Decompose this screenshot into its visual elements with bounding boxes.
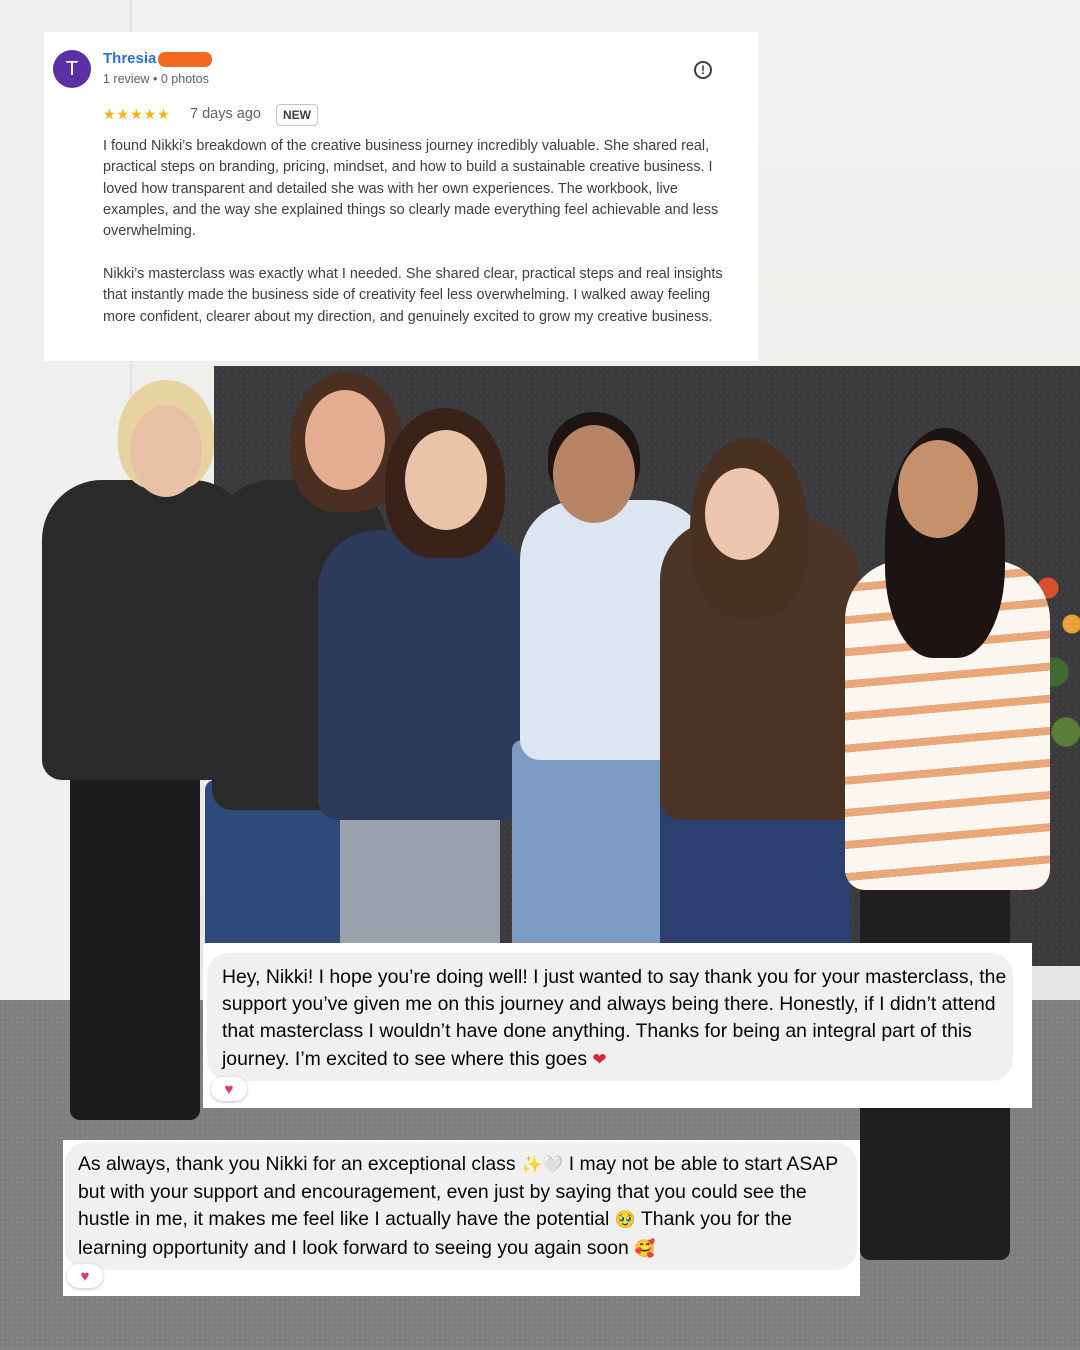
new-badge: NEW xyxy=(276,104,318,126)
message-body-part-3: Thank you for the learning opportunity and I look forward to seeing you again soon xyxy=(78,1208,792,1259)
person-4-face xyxy=(553,425,635,523)
redacted-surname xyxy=(158,52,212,67)
person-1-legs xyxy=(70,720,200,1120)
message-text xyxy=(78,1151,848,1263)
star-rating: ★★★★★ xyxy=(103,106,171,122)
person-3 xyxy=(318,530,528,820)
person-6-face xyxy=(898,440,978,538)
person-3-face xyxy=(405,430,487,530)
message-body: Hey, Nikki! I hope you’re doing well! I just wanted to say thank you for your masterclass, the support you’ve given me on this journey and always being there. Honestly, if I didn’t attend that masterclass I wouldn’t have done anything. Thanks for being an integral part of this journey. I’m excited to see where this goes xyxy=(222,966,1007,1070)
reviewer-meta: 1 review • 0 photos xyxy=(103,72,209,86)
person-2-face xyxy=(305,390,385,490)
holding-back-tears-emoji: 🥹 xyxy=(614,1210,636,1231)
heart-reaction-icon[interactable]: ♥ xyxy=(67,1264,103,1288)
review-time: 7 days ago xyxy=(190,106,261,122)
review-paragraph-2: Nikki’s masterclass was exactly what I needed. She shared clear, practical steps and real insights that instantly made the business side of creativity feel less overwhelming. I walked away feeling more confident, clearer about my direction, and genuinely excited to grow my creative business. xyxy=(103,266,723,325)
reviewer-name[interactable]: Thresia xyxy=(103,50,157,67)
message-body-part-2: I may not be able to start ASAP but with your support and encouragement, even just by saying that you could see the hustle in me, it makes me feel like I actually have the potential xyxy=(78,1153,838,1231)
google-review-card xyxy=(44,32,758,361)
heart-reaction-icon[interactable]: ♥ xyxy=(211,1077,247,1101)
message-text xyxy=(222,964,1012,1074)
message-body-part-1: As always, thank you Nikki for an exceptional class xyxy=(78,1153,516,1175)
message-card-1 xyxy=(203,943,1032,1108)
smiling-hearts-emoji: 🥰 xyxy=(634,1238,656,1259)
sparkles-heart-emoji: ✨🤍 xyxy=(520,1155,564,1175)
person-5-face xyxy=(705,468,779,560)
report-icon[interactable]: ! xyxy=(694,61,712,79)
message-card-2 xyxy=(63,1140,860,1296)
review-paragraph-1: I found Nikki’s breakdown of the creative business journey incredibly valuable. She shared real, practical steps on branding, pricing, mindset, and how to build a sustainable creative business. I loved how transparent and detailed she was with her own experiences. The workbook, live examples, and the way she explained things so clearly made everything feel achievable and less overwhelming. xyxy=(103,138,719,240)
red-heart-emoji: ❤ xyxy=(592,1049,607,1070)
reviewer-avatar[interactable]: T xyxy=(53,50,91,88)
person-1-face xyxy=(130,405,202,497)
